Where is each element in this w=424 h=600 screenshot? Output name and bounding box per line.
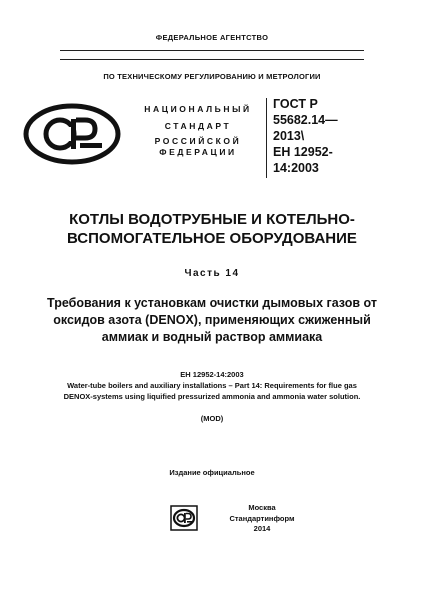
edition-label: Издание официальное: [169, 468, 255, 477]
standartinform-logo-icon: [170, 505, 198, 531]
standard-label-line: РОССИЙСКОЙ: [154, 136, 242, 146]
publication-year: 2014: [253, 524, 271, 533]
header-divider-top: [60, 50, 364, 51]
document-title: [0, 210, 424, 248]
header-divider-bottom: [60, 59, 364, 60]
agency-name: ФЕДЕРАЛЬНОЕ АГЕНТСТВО: [155, 33, 269, 42]
subtitle-line: аммиак и водный раствор аммиака: [101, 330, 323, 344]
source-description-line: DENOX-systems using liquified pressurized ammonia and ammonia water solution.: [63, 392, 361, 401]
title-line: КОТЛЫ ВОДОТРУБНЫЕ И КОТЕЛЬНО-: [69, 211, 355, 228]
title-line: ВСПОМОГАТЕЛЬНОЕ ОБОРУДОВАНИЕ: [67, 230, 357, 247]
standard-divider: [266, 98, 267, 178]
standard-label-line: СТАНДАРТ: [164, 121, 232, 131]
standard-code-line: 55682.14—: [273, 113, 338, 127]
standard-code-line: ГОСТ Р: [273, 97, 318, 111]
agency-subtitle: ПО ТЕХНИЧЕСКОМУ РЕГУЛИРОВАНИЮ И МЕТРОЛОГИИ: [103, 72, 321, 81]
standard-code-line: EH 12952-: [273, 145, 333, 159]
source-description-line: Water-tube boilers and auxiliary installations – Part 14: Requirements for flue gas: [67, 381, 357, 390]
publisher-city: Москва: [248, 503, 276, 512]
standard-code-line: 14:2003: [273, 161, 319, 175]
document-subtitle: [0, 295, 424, 346]
standard-label-line: НАЦИОНАЛЬНЫЙ: [144, 104, 252, 114]
source-standard-description: [30, 380, 394, 402]
standard-label-line: ФЕДЕРАЦИИ: [159, 147, 237, 157]
subtitle-line: Требования к установкам очистки дымовых газов от: [47, 296, 377, 310]
standard-code-line: 2013\: [273, 129, 305, 143]
publisher-name: Стандартинформ: [229, 513, 295, 523]
publisher-info: [222, 503, 302, 535]
gost-r-emblem-icon: [23, 103, 121, 165]
modification-label: (MOD): [200, 414, 224, 423]
part-number: Часть 14: [184, 268, 240, 279]
source-standard-code: EH 12952-14:2003: [180, 370, 244, 379]
standard-code: [273, 96, 383, 176]
subtitle-line: оксидов азота (DENOX), применяющих сжиженный: [53, 313, 371, 327]
